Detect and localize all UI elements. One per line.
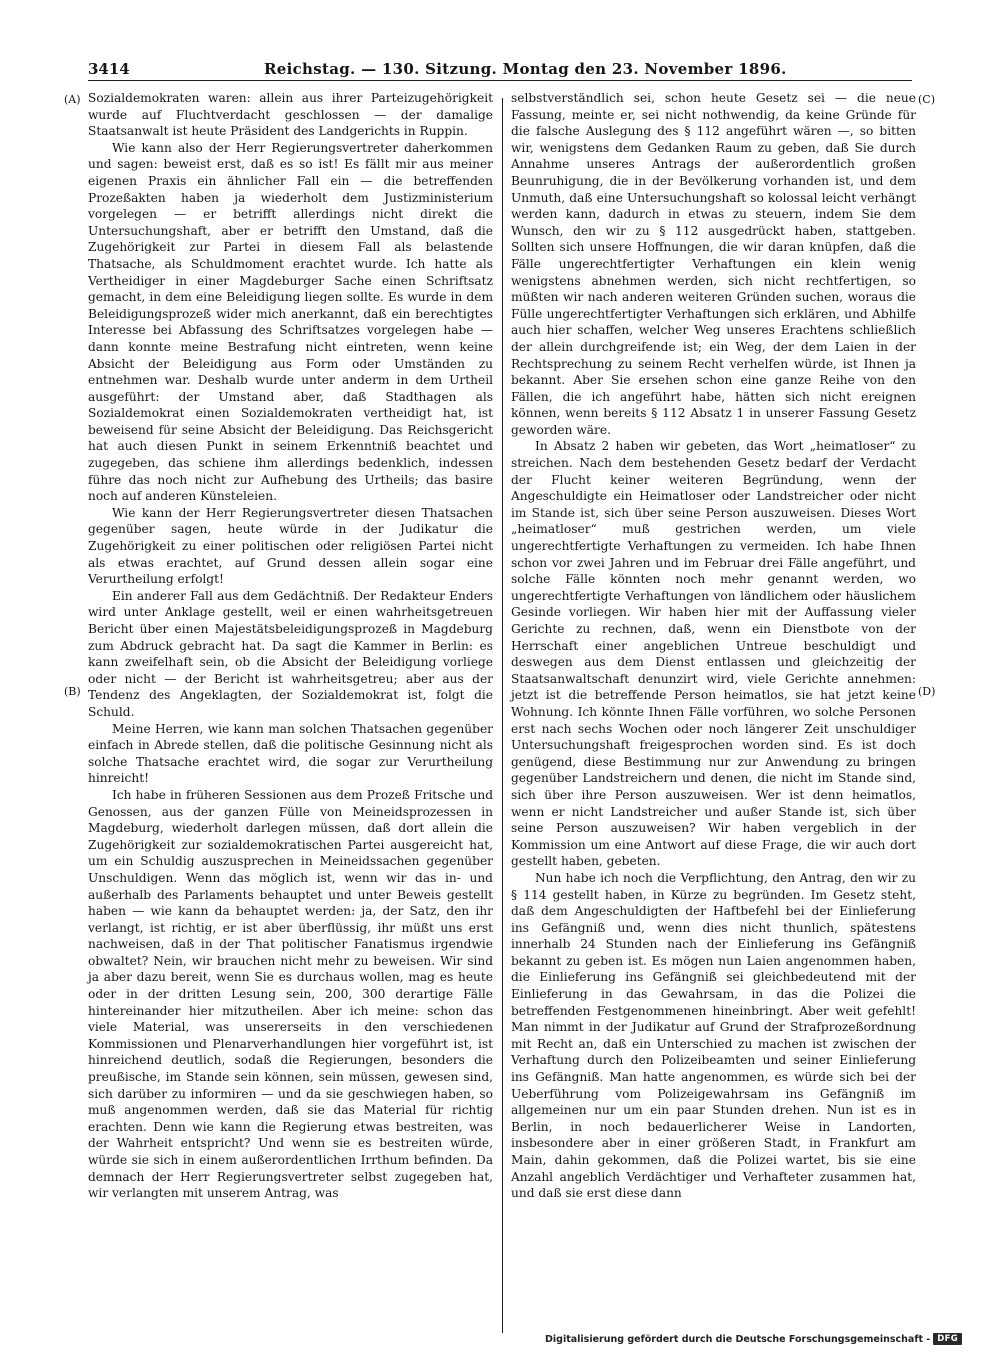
paragraph: In Absatz 2 haben wir gebeten, das Wort „heimatloser“ zu streichen. Nach dem bestehenden Gesetz bedarf der Verdacht der Flucht keiner weiteren Begründung, wenn der Angeschuldigte ein Heimatloser oder Landstreicher oder nicht im Stande ist, sich über seine Person auszuweisen. Dieses Wort „heimatloser“ muß gestrichen werden, um viele ungerechtfertigte Verhaftungen zu vermeiden. Ich habe Ihnen schon vor zwei Jahren und im Februar drei Fälle angeführt, und solche Fälle könnten noch mehr genannt werden, wo ungerechtfertigte Verhaftungen von ländlichem oder häuslichem Gesinde vorliegen. Wir haben hier mit der Auffassung vieler Gerichte zu rechnen, daß, wenn ein Dienstbote von der Herrschaft einer angeblichen Untreue beschuldigt und deswegen aus dem Dienst entlassen und gleichzeitig der Staatsanwaltschaft denunzirt wird, viele Gerichte annehmen: jetzt ist die betreffende Person heimatlos, sie hat jetzt keine Wohnung. Ich könnte Ihnen Fälle vorführen, wo solche Personen erst nach sechs Wochen oder noch längerer Zeit unschuldiger Untersuchungshaft freigesprochen worden sind. Es ist doch genügend, diese Bestimmung nur zur Anwendung zu bringen gegenüber Landstreichern und denen, die nicht im Stande sind, sich über ihre Person auszuweisen. Wer ist denn heimatlos, wenn er nicht Landstreicher und außer Stande ist, sich über seine Person auszuweisen? Wir haben vergeblich in der Kommission um eine Antwort auf diese Frage, die wir auch dort gestellt haben, gebeten. — [511, 439, 916, 869]
paragraph: Nun habe ich noch die Verpflichtung, den Antrag, den wir zu § 114 gestellt haben, in Kürze zu begründen. Im Gesetz steht, daß dem Angeschuldigten der Haftbefehl bei der Einlieferung ins Gefängniß und, wenn dies nicht thunlich, spätestens innerhalb 24 Stunden nach der Einlieferung ins Gefängniß bekannt zu geben ist. Es mögen nun Laien angenommen haben, die Einlieferung ins Gefängniß sei gleichbedeutend mit der Einlieferung in das Gewahrsam, in das die Polizei die betreffenden Festgenommenen hineinbringt. Aber weit gefehlt! Man nimmt in der Judikatur auf Grund der Strafprozeßordnung mit Recht an, daß ein Unterschied zu machen ist zwischen der Verhaftung durch den Polizeibeamten und seiner Einlieferung ins Gefängniß. Man hatte angenommen, es würde sich bei der Ueberführung vom Polizeigewahrsam ins Gefängniß im allgemeinen nur um ein paar Stunden drehen. Nun ist es in Berlin, in noch bedauerlicherer Weise in Landorten, insbesondere aber in einer größeren Stadt, in Frankfurt am Main, dahin gekommen, daß die Polizei wartet, bis sie eine Anzahl angeblich Verdächtiger und Verhafteter zusammen hat, und daß sie erst diese dann — [511, 870, 916, 1201]
margin-marker-d: (D) — [918, 685, 936, 698]
paragraph: selbstverständlich sei, schon heute Gesetz sei — die neue Fassung, meinte er, sei nicht nothwendig, da keine Gründe für die falsche Auslegung des § 112 angeführt wären —, so bitten wir, wenigstens dem Gedanken Raum zu geben, daß Sie durch Annahme unseres Antrags der außerordentlich großen Beunruhigung, die in der Bevölkerung vorhanden ist, und dem Unmuth, daß eine Untersuchungshaft so kolossal leicht verhängt werden kann, dadurch in etwas zu steuern, indem Sie dem Wunsch, den wir zu § 112 ausgedrückt haben, stattgeben. Sollten sich unsere Hoffnungen, die wir daran knüpfen, daß die Fälle ungerechtfertigter Verhaftungen ein klein wenig wenigstens abnehmen werden, sich nicht rechtfertigen, so müßten wir nach anderen weiteren Gründen suchen, woraus die Fülle ungerechtfertigter Verhaftungen sich erklären, und Abhilfe auch hier schaffen, welcher Weg unseres Erachtens schließlich der allein durchgreifende ist; ein Weg, der dem Laien in der Rechtsprechung zu seinem Recht verhelfen würde, ist Ihnen ja bekannt. Aber Sie ersehen schon eine ganze Reihe von den Fällen, die ich angeführt habe, hätten sich nicht ereignen können, wenn bereits § 112 Absatz 1 in unserer Fassung Gesetz geworden wäre. — [511, 91, 916, 437]
header-rule — [88, 80, 912, 81]
paragraph: Wie kann der Herr Regierungsvertreter diesen Thatsachen gegenüber sagen, heute würde in der Judikatur die Zugehörigkeit zu einer politischen oder religiösen Partei nicht als etwas erachtet, auf Grund dessen allein sogar eine Verurtheilung erfolgt! — [88, 505, 493, 587]
left-column — [88, 90, 493, 1202]
margin-marker-a: (A) — [64, 93, 81, 106]
paragraph: Ein anderer Fall aus dem Gedächtniß. Der Redakteur Enders wird unter Anklage gestellt, weil er einen wahrheitsgetreuen Bericht über einen Majestätsbeleidigungsprozeß in Magdeburg zum Abdruck gebracht hat. Da sagt die Kammer in Berlin: es kann zweifelhaft sein, ob die Absicht der Beleidigung vorliege oder nicht — der Bericht ist wahrheitsgetreu; aber aus der Tendenz des Angeklagten, der Sozialdemokrat ist, folgt die Schuld. — [88, 588, 493, 719]
digitization-footer — [545, 1333, 962, 1345]
margin-marker-c: (C) — [918, 93, 935, 106]
page-number: 3414 — [88, 60, 130, 78]
page-header — [88, 58, 912, 80]
paragraph: Wie kann also der Herr Regierungsvertreter daherkommen und sagen: beweist erst, daß es so ist! Es fällt mir aus meiner eigenen Praxis ein ähnlicher Fall ein — die betreffenden Prozeßakten haben ja wiederholt dem Justizministerium vorgelegen — er betrifft allerdings nicht direkt die Untersuchungshaft, aber er betrifft den Umstand, daß die Zugehörigkeit zur Partei in diesem Fall als belastende Thatsache, als Schuldmoment erachtet wurde. Ich hatte als Vertheidiger in einer Magdeburger Sache einen Schriftsatz gemacht, in dem eine Beleidigung liegen sollte. Es wurde in dem Beleidigungsprozeß wider mich anerkannt, daß ein berechtigtes Interesse bei Abfassung des Schriftsatzes vorgelegen habe — dann konnte meine Bestrafung nicht eintreten, wenn keine Absicht der Beleidigung aus Form oder Umständen zu entnehmen war. Deshalb wurde unter anderm in dem Urtheil ausgeführt: der Umstand aber, daß Stadthagen als Sozialdemokrat einen Sozialdemokraten vertheidigt hat, ist beweisend für seine Absicht der Beleidigung. Das Reichsgericht hat auch diesen Punkt in seinem Erkenntniß beachtet und zugegeben, das schiene ihm allerdings bedenklich, indessen führe das noch nicht zur Aufhebung des Urtheils; das basire noch auf anderen Künsteleien. — [88, 140, 493, 504]
footer-text: Digitalisierung gefördert durch die Deutsche Forschungsgemeinschaft - — [545, 1333, 931, 1345]
margin-marker-b: (B) — [64, 685, 81, 698]
right-column — [511, 90, 916, 1202]
dfg-logo: DFG — [933, 1333, 962, 1345]
column-separator — [502, 98, 503, 1333]
paragraph: Sozialdemokraten waren: allein aus ihrer Parteizugehörigkeit wurde auf Fluchtverdacht geschlossen — der damalige Staatsanwalt ist heute Präsident des Landgerichts in Ruppin. — [88, 91, 493, 139]
paragraph: Ich habe in früheren Sessionen aus dem Prozeß Fritsche und Genossen, aus der ganzen Fülle von Meineidsprozessen in Magdeburg, wiederholt darlegen müssen, daß dort allein die Zugehörigkeit zur sozialdemokratischen Partei ausgereicht hat, um ein Schuldig auszusprechen in Meineidssachen gegenüber Unschuldigen. Wenn das möglich ist, wenn wir das in- und außerhalb des Parlaments behauptet und unter Beweis gestellt haben — wie kann da behauptet werden: ja, der Satz, den ihr verlangt, ist richtig, er ist aber überflüssig, ihr müßt uns erst nachweisen, daß in der That politischer Fanatismus irgendwie obwaltet? Nein, wir brauchen nicht mehr zu beweisen. Wir sind ja aber dazu bereit, wenn Sie es durchaus wollen, mag es heute oder in der dritten Lesung sein, 200, 300 derartige Fälle hintereinander hier mitzutheilen. Aber ich meine: schon das viele Material, was unsererseits in den verschiedenen Kommissionen und Plenarverhandlungen hier vorgeführt ist, ist hinreichend deutlich, sodaß die Regierungen, besonders die preußische, im Stande sein können, sein müssen, gewesen sind, sich darüber zu informiren — und da sie geschwiegen haben, so muß angenommen werden, daß sie das Material für richtig erachten. Denn wie kann die Regierung etwas bestreiten, was der Wahrheit entspricht? Und wenn sie es bestreiten würde, würde sie sich in einem außerordentlichen Irrthum befinden. Da demnach der Herr Regierungsvertreter selbst zugegeben hat, wir verlangten mit unserem Antrag, was — [88, 787, 493, 1201]
paragraph: Meine Herren, wie kann man solchen Thatsachen gegenüber einfach in Abrede stellen, daß die politische Gesinnung nicht als solche Thatsache erachtet wird, die sogar zur Verurtheilung hinreicht! — [88, 721, 493, 786]
running-title: Reichstag. — 130. Sitzung. Montag den 23. November 1896. — [264, 60, 787, 78]
